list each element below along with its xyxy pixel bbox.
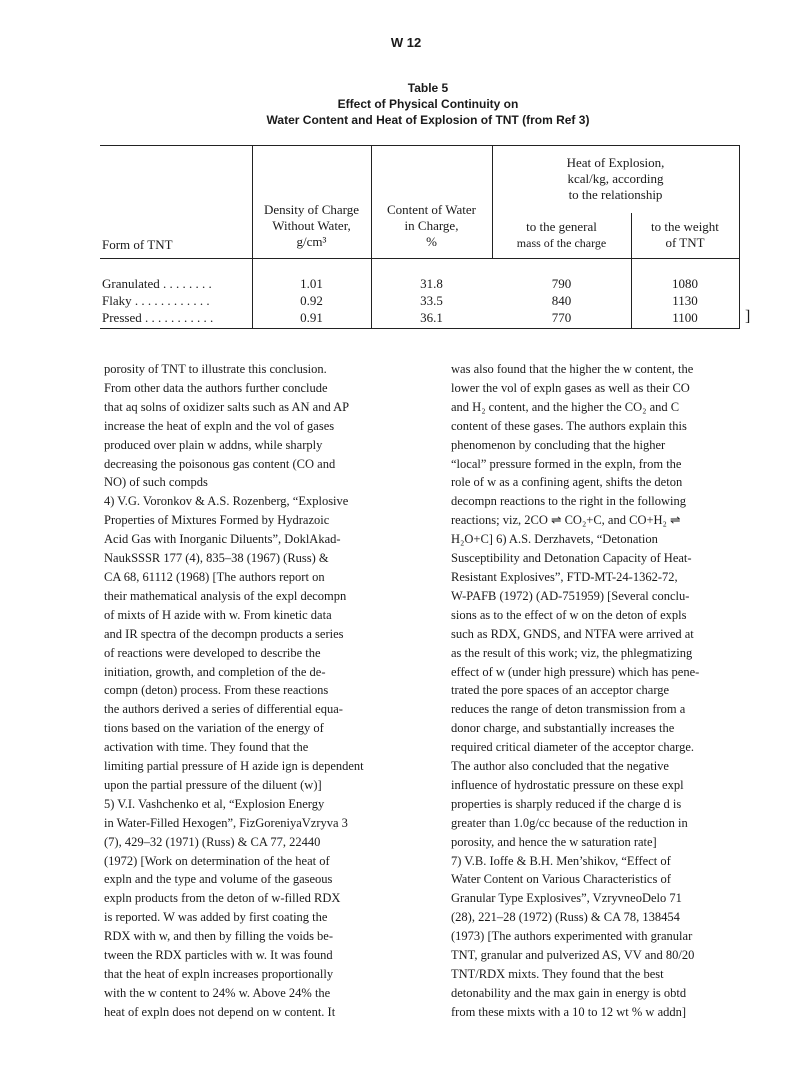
text-line: activation with time. They found that the [104,740,309,755]
header-density-line3: g/cm³ [296,234,327,249]
text-line: trated the pore spaces of an acceptor charge [451,683,670,698]
text-line: lower the vol of expln gases as well as their CO [451,380,690,395]
header-general [492,219,631,251]
text-line: CA 68, 61112 (1968) [The authors report on [104,569,325,584]
header-form: Form of TNT [102,237,173,252]
header-density-line1: Density of Charge [263,202,360,217]
text-line: with the w content to 24% w. Above 24% the [104,985,331,1000]
cell-water: 36.1 [420,310,443,325]
text-line: Susceptibility and Detonation Capacity of Heat- [451,551,692,566]
row-form: Pressed . . . . . . . . . . . [102,310,214,325]
cell-density: 0.91 [300,310,323,325]
table-bracket: ] [745,308,751,325]
header-general-line2: mass of the charge [516,236,607,250]
text-line: and IR spectra of the decompn products a series [104,626,344,641]
col-weight [631,275,739,326]
text-line: and H₂ content, and the higher the CO₂ and C [451,399,680,414]
row-form: Flaky . . . . . . . . . . . . [102,293,210,308]
text-line: Properties of Mixtures Formed by Hydrazoic [104,513,330,528]
table-header-rule [100,258,740,259]
text-line: Resistant Explosives”, FTD-MT-24-1362-72, [451,569,678,584]
text-line: “local” pressure formed in the expln, from the [451,456,682,471]
cell-general: 840 [551,293,572,308]
text-line: phenomenon by concluding that the higher [451,437,666,452]
text-line: Acid Gas with Inorganic Diluents”, DoklAkad- [104,532,341,547]
text-line: Water Content on Various Characteristics of [451,872,671,887]
text-line: decompn reactions to the right in the following [451,494,687,509]
header-weight-line1: to the weight [651,219,719,234]
text-line: TNT/RDX mixts. They found that the best [451,967,664,981]
data-table [100,145,740,329]
text-line: W-PAFB (1972) (AD-751959) [Several conclu- [451,588,690,603]
left-column-text [104,360,424,1022]
cell-weight: 1080 [672,276,698,291]
text-line: TNT, granular and pulverized AS, VV and 80/20 [451,948,695,963]
text-line: 4) V.G. Voronkov & A.S. Rozenberg, “Explosive [104,494,349,509]
text-line: such as RDX, GNDS, and NTFA were arrived at [451,626,694,641]
text-line: 5) V.I. Vashchenko et al, “Explosion Energy [104,796,325,811]
text-line: limiting partial pressure of H azide ign is dependent [104,759,364,774]
header-water-line3: % [426,234,437,249]
text-line: H₂O+C] 6) A.S. Derzhavets, “Detonation [451,532,658,547]
text-line: the authors derived a series of differential equa- [104,702,343,717]
text-line: detonability and the max gain in energy is obtd [451,985,687,1000]
text-line: is reported. W was added by first coating the [104,910,328,925]
header-heat-line2: kcal/kg, according [567,171,664,186]
header-density [252,202,371,250]
page-header: W 12 [390,35,422,50]
text-line: greater than 1.0g/cc because of the reduction in [451,815,688,830]
table-top-rule [100,145,740,146]
cell-density: 0.92 [300,293,323,308]
text-line: expln products from the deton of w-filled RDX [104,891,341,906]
text-line: properties is sharply reduced if the charge d is [451,796,682,811]
header-heat [492,155,739,203]
text-line: From other data the authors further conclude [104,380,328,395]
text-line: increase the heat of expln and the vol of gases [104,418,335,433]
text-line: NO) of such compds [104,475,208,490]
text-line: tween the RDX particles with w. It was found [104,948,333,963]
cell-density: 1.01 [300,276,323,291]
text-line: compn (deton) process. From these reactions [104,683,329,698]
text-line: as the result of this work; viz, the phlegmatizing [451,645,693,660]
header-heat-line3: to the relationship [568,187,663,202]
text-line: their mathematical analysis of the expl decompn [104,588,347,603]
text-line: produced over plain w addns, while sharply [104,437,323,452]
text-line: role of w as a confining agent, shifts the deton [451,475,683,490]
text-line: from these mixts with a 10 to 12 wt % w addn] [451,1004,687,1019]
text-line: that the heat of expln increases proportionally [104,967,334,981]
cell-general: 770 [551,310,572,325]
text-line: of reactions were developed to describe the [104,645,321,660]
row-form: Granulated . . . . . . . . [102,276,212,291]
text-line: porosity, and hence the w saturation rate] [451,834,657,849]
text-line: initiation, growth, and completion of the de- [104,664,326,679]
header-general-line1: to the general [526,219,597,234]
text-line: 7) V.B. Ioffe & B.H. Men’shikov, “Effect of [451,853,671,868]
table-label: Table 5 [407,81,449,95]
text-line: reduces the range of deton transmission from a [451,702,686,717]
text-line: donor charge, and substantially increases the [451,721,675,736]
cell-general: 790 [551,276,572,291]
cell-weight: 1130 [672,293,698,308]
header-weight-line2: of TNT [665,235,705,250]
table-right-border [739,145,740,329]
text-line: (1973) [The authors experimented with granular [451,929,693,944]
text-line: expln and the type and volume of the gaseous [104,872,333,887]
text-line: influence of hydrostatic pressure on these expl [451,777,684,792]
text-line: (7), 429–32 (1971) (Russ) & CA 77, 22440 [104,834,321,849]
cell-water: 33.5 [420,293,443,308]
col-density [252,275,371,326]
row-names [102,275,250,326]
text-line: in Water-Filled Hexogen”, FizGoreniyaVzryva 3 [104,815,348,830]
header-heat-line1: Heat of Explosion, [566,155,665,170]
header-water [371,202,492,250]
text-line: sions as to the effect of w on the deton of expls [451,607,687,622]
text-line: tions based on the variation of the energy of [104,721,324,736]
text-line: NaukSSSR 177 (4), 835–38 (1967) (Russ) & [104,551,329,566]
cell-weight: 1100 [672,310,698,325]
text-line: decreasing the poisonous gas content (CO and [104,456,336,471]
text-line: of mixts of H azide with w. From kinetic data [104,607,332,622]
text-line: (1972) [Work on determination of the heat of [104,853,330,868]
table-caption [0,80,812,128]
right-column-text [451,360,761,1022]
header-water-line1: Content of Water [387,202,476,217]
text-line: effect of w (under high pressure) which has pene- [451,664,700,679]
table-title-line2: Water Content and Heat of Explosion of TNT (from Ref 3) [266,113,590,127]
text-line: The author also concluded that the negative [451,759,669,774]
text-line: was also found that the higher the w content, the [451,362,694,376]
cell-water: 31.8 [420,276,443,291]
text-line: porosity of TNT to illustrate this conclusion. [104,362,327,376]
text-line: heat of expln does not depend on w content. It [104,1004,336,1019]
text-line: content of these gases. The authors explain this [451,418,687,433]
text-line: RDX with w, and then by filling the voids be- [104,929,334,944]
col-general [492,275,631,326]
text-line: upon the partial pressure of the diluent (w)] [104,777,322,792]
header-density-line2: Without Water, [272,218,351,233]
col-water [371,275,492,326]
table-title-line1: Effect of Physical Continuity on [337,97,519,111]
text-line: that aq solns of oxidizer salts such as AN and AP [104,399,350,414]
text-line: (28), 221–28 (1972) (Russ) & CA 78, 138454 [451,910,680,925]
text-line: required critical diameter of the acceptor charge. [451,740,695,755]
header-weight [631,219,739,251]
header-water-line2: in Charge, [404,218,459,233]
text-line: Granular Type Explosives”, VzryvneoDelo 71 [451,891,682,906]
text-line: reactions; viz, 2CO ⇌ CO₂+C, and CO+H₂ ⇌ [451,513,681,528]
table-bottom-rule [100,328,740,329]
